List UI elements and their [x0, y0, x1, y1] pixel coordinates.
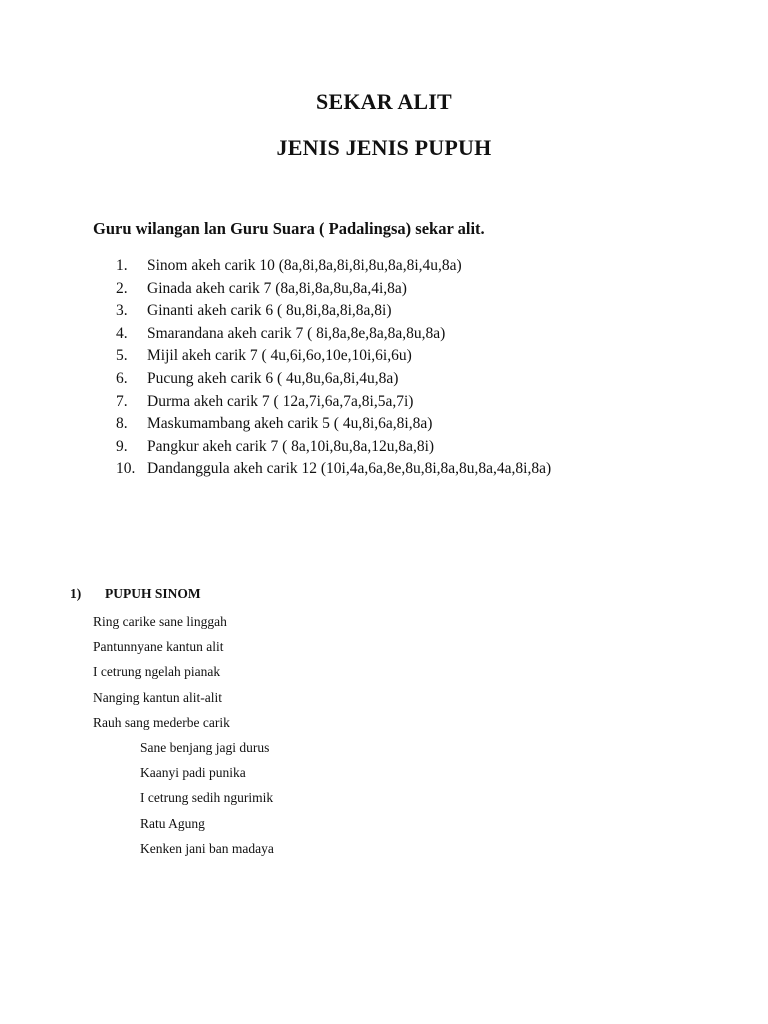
verse-line: Nanging kantun alit-alit	[93, 689, 222, 705]
section-number: 1)	[70, 586, 82, 601]
verse-lines	[93, 609, 274, 861]
verse-line: I cetrung ngelah pianak	[93, 664, 221, 680]
list-text: Dandanggula akeh carik 12 (10i,4a,6a,8e,8u,8i,8a,8u,8a,4a,8i,8a)	[147, 460, 552, 478]
list-number: 6.	[116, 369, 128, 387]
verse-line: Ring carike sane linggah	[93, 614, 227, 629]
verse-line: Pantunnyane kantun alit	[93, 639, 224, 655]
verse-line-indented: Kaanyi padi punika	[140, 765, 246, 781]
verse-line: Rauh sang mederbe carik	[93, 714, 230, 730]
list-number: 8.	[116, 415, 128, 433]
section-title: PUPUH SINOM	[105, 586, 201, 601]
list-heading: Guru wilangan lan Guru Suara ( Padalingsa) sekar alit.	[93, 219, 485, 238]
list-text: Maskumambang akeh carik 5 ( 4u,8i,6a,8i,8a)	[147, 415, 433, 433]
list-number: 9.	[116, 437, 128, 455]
list-item	[116, 345, 551, 368]
list-text: Durma akeh carik 7 ( 12a,7i,6a,7a,8i,5a,7i)	[147, 392, 414, 410]
list-number: 7.	[116, 392, 128, 410]
list-text: Sinom akeh carik 10 (8a,8i,8a,8i,8i,8u,8a,8i,4u,8a)	[147, 257, 462, 274]
list-text: Ginanti akeh carik 6 ( 8u,8i,8a,8i,8a,8i)	[147, 302, 392, 320]
list-text: Smarandana akeh carik 7 ( 8i,8a,8e,8a,8a,8u,8a)	[147, 324, 446, 342]
verse-line-indented: Sane benjang jagi durus	[140, 739, 270, 755]
list-item	[116, 255, 551, 278]
verse-line-indented: Ratu Agung	[140, 815, 205, 831]
list-item	[116, 323, 551, 346]
list-number: 5.	[116, 347, 128, 365]
list-text: Pangkur akeh carik 7 ( 8a,10i,8u,8a,12u,8a,8i)	[147, 437, 435, 455]
list-item	[116, 458, 551, 481]
list-number: 10.	[116, 460, 136, 478]
list-item	[116, 368, 551, 391]
list-text: Mijil akeh carik 7 ( 4u,6i,6o,10e,10i,6i,6u)	[147, 347, 412, 365]
list-number: 3.	[116, 302, 128, 320]
list-text: Ginada akeh carik 7 (8a,8i,8a,8u,8a,4i,8a)	[147, 279, 407, 297]
verse-line-indented: I cetrung sedih ngurimik	[140, 790, 274, 806]
list-item	[116, 300, 551, 323]
list-number: 2.	[116, 279, 128, 297]
list-text: Pucung akeh carik 6 ( 4u,8u,6a,8i,4u,8a)	[147, 369, 399, 387]
document-title: SEKAR ALIT	[316, 89, 452, 114]
list-item	[116, 436, 551, 459]
document-subtitle: JENIS JENIS PUPUH	[276, 135, 492, 160]
pupuh-list	[116, 255, 551, 481]
list-number: 4.	[116, 324, 128, 342]
list-number: 1.	[116, 257, 128, 274]
section-heading	[70, 586, 201, 602]
verse-line-indented: Kenken jani ban madaya	[140, 840, 274, 856]
list-item	[116, 391, 551, 414]
list-item	[116, 413, 551, 436]
list-item	[116, 278, 551, 301]
